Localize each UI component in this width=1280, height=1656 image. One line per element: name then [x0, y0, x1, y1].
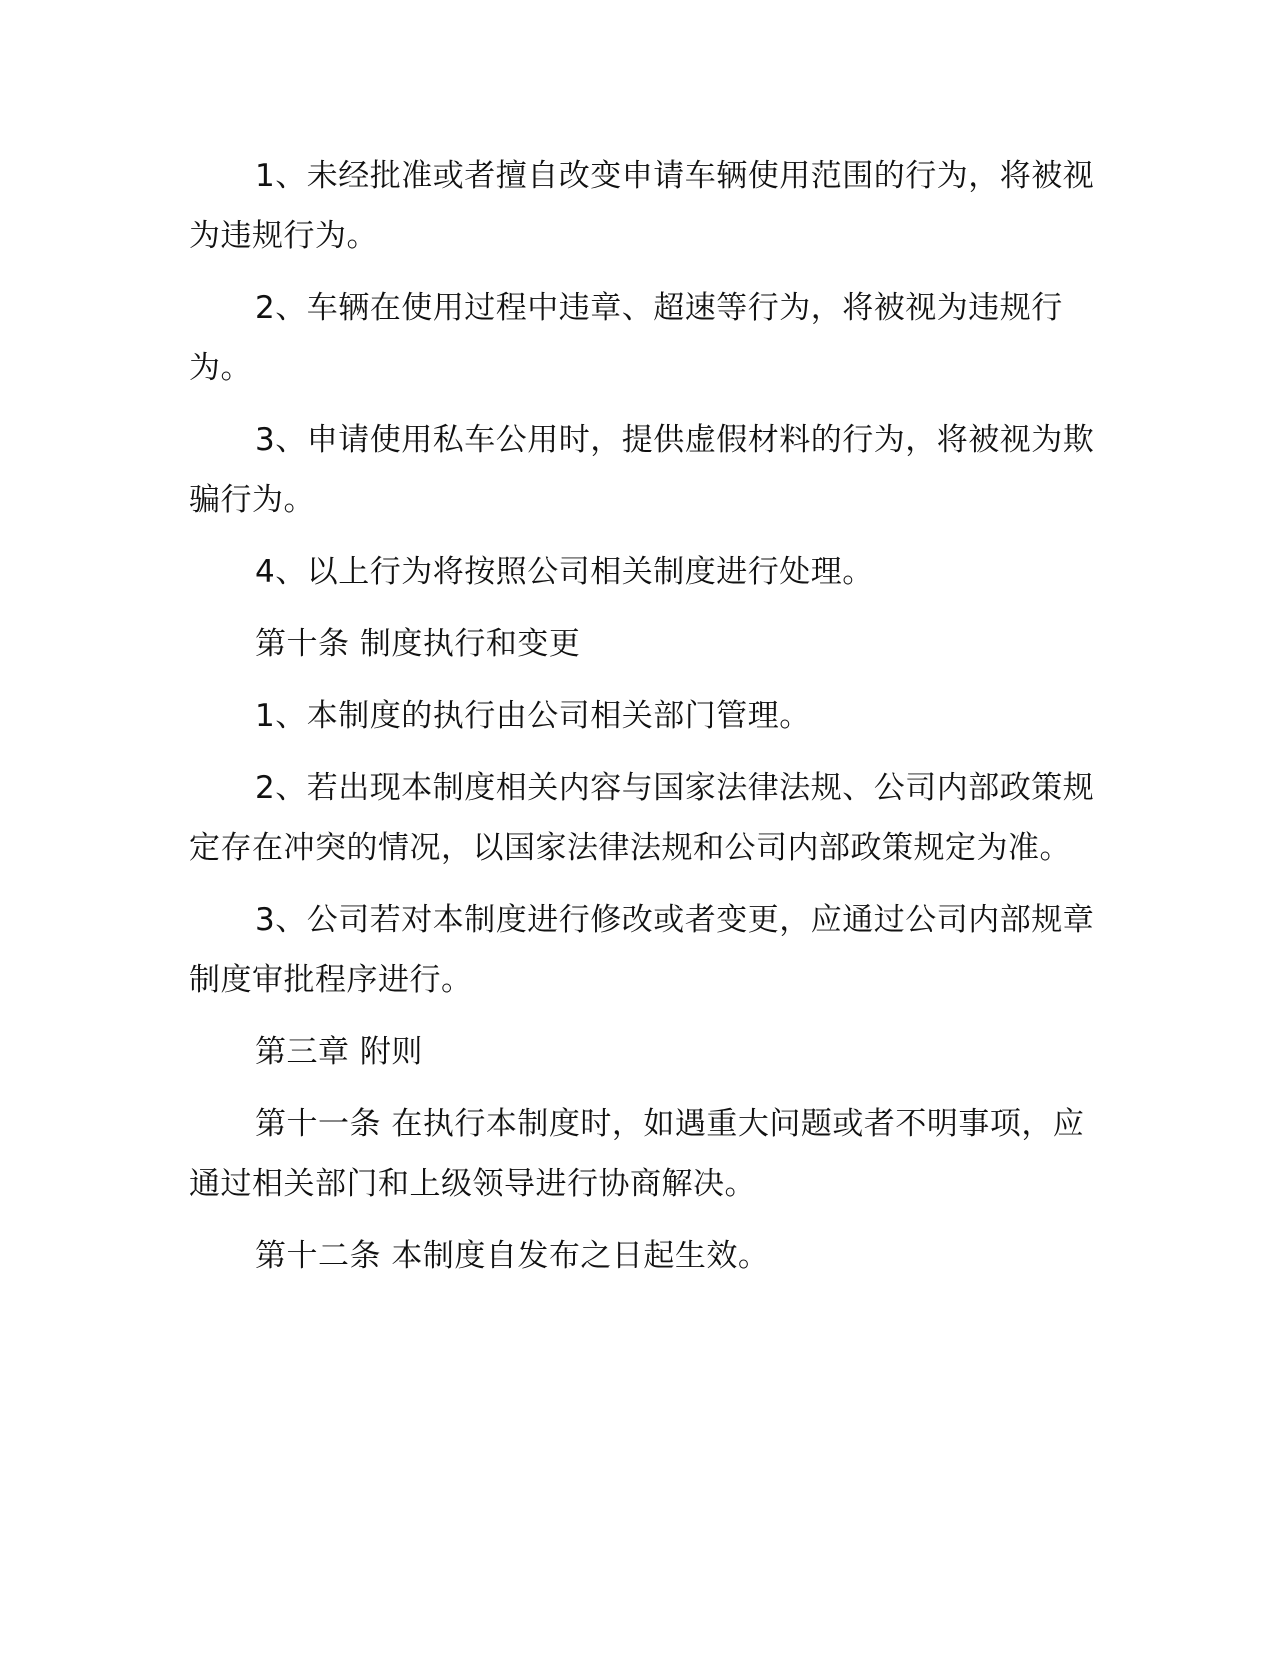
article-12: 第十二条 本制度自发布之日起生效。 [255, 1238, 770, 1274]
paragraph-execution-1: 1、本制度的执行由公司相关部门管理。 [255, 698, 811, 734]
paragraph-violation-1: 1、未经批准或者擅自改变申请车辆使用范围的行为，将被视为违规行为。 [189, 158, 1095, 254]
paragraph-violation-2: 2、车辆在使用过程中违章、超速等行为，将被视为违规行为。 [189, 290, 1063, 386]
paragraph-execution-3: 3、公司若对本制度进行修改或者变更，应通过公司内部规章制度审批程序进行。 [189, 902, 1095, 998]
article-11: 第十一条 在执行本制度时，如遇重大问题或者不明事项，应通过相关部门和上级领导进行协商解决。 [189, 1106, 1085, 1202]
article-10-heading: 第十条 制度执行和变更 [255, 626, 581, 662]
paragraph-execution-2: 2、若出现本制度相关内容与国家法律法规、公司内部政策规定存在冲突的情况，以国家法律法规和公司内部政策规定为准。 [189, 770, 1095, 866]
paragraph-violation-3: 3、申请使用私车公用时，提供虚假材料的行为，将被视为欺骗行为。 [189, 422, 1095, 518]
paragraph-violation-4: 4、以上行为将按照公司相关制度进行处理。 [255, 554, 874, 590]
chapter-3-heading: 第三章 附则 [255, 1034, 423, 1070]
document-body [189, 146, 1109, 1298]
